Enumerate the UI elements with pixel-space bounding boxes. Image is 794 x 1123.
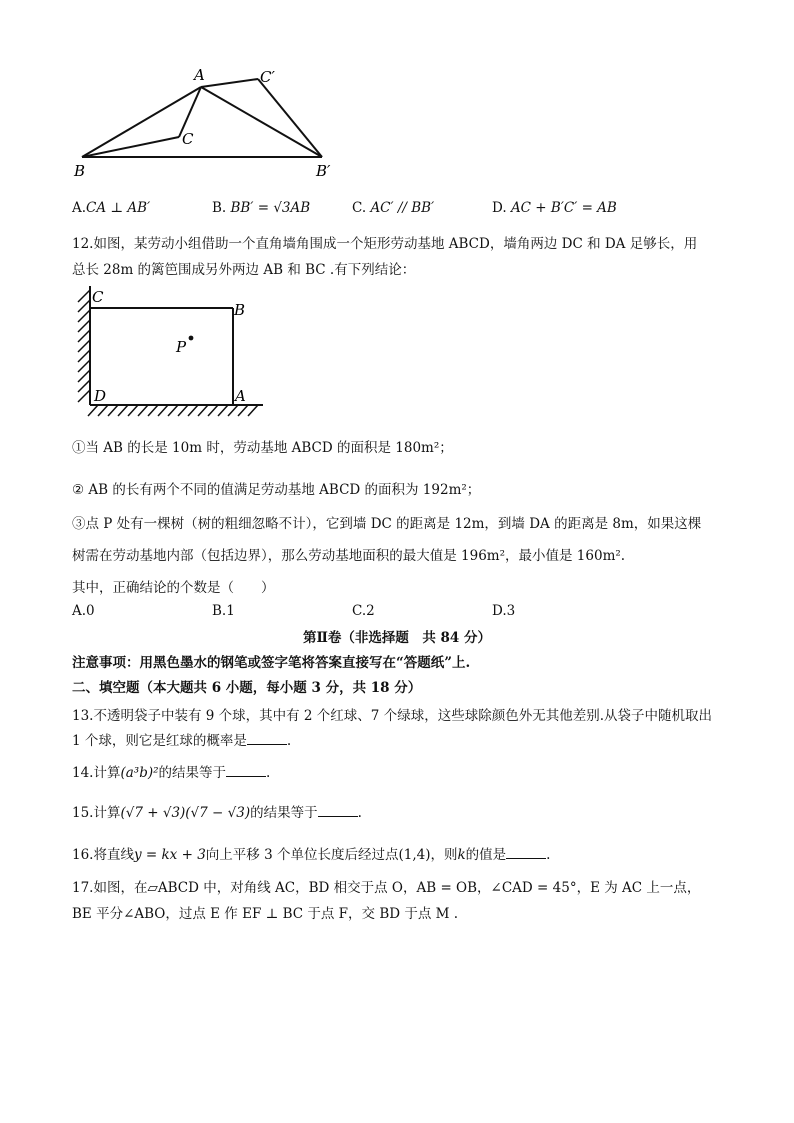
label-D: D <box>94 387 107 405</box>
q13-line2: 1 个球，则它是红球的概率是 . <box>72 733 292 749</box>
q12-stem-line1: 12.如图，某劳动小组借助一个直角墙角围成一个矩形劳动基地 ABCD，墙角两边 DC 和 DA 足够长，用 <box>72 236 698 252</box>
label-B: B <box>74 162 86 180</box>
wall-hatching-horizontal <box>88 405 258 416</box>
label-C: C <box>92 288 104 306</box>
q16-point: (1,4) <box>398 847 431 863</box>
label-C-prime: C′ <box>260 68 275 86</box>
answer-blank <box>226 764 266 777</box>
q12-choice-d: D.3 <box>492 603 516 619</box>
q11-choice-d: D. AC + B′C′ = AB <box>492 200 617 216</box>
segment-AC-prime <box>201 79 258 87</box>
q11-choice-a: A.CA ⊥ AB′ <box>72 200 151 216</box>
q14-expression: (a³b)² <box>120 765 159 781</box>
q12-stem-line2: 总长 28m 的篱笆围成另外两边 AB 和 BC .有下列结论： <box>72 262 416 278</box>
q16-line: 16.将直线y = kx + 3向上平移 3 个单位长度后经过点(1,4)，则k的值是 . <box>72 847 551 863</box>
segment-C-prime-B-prime <box>258 79 322 157</box>
q12-choice-c: C.2 <box>352 603 375 619</box>
q12-choice-b: B.1 <box>212 603 235 619</box>
section-2-notice: 注意事项：用黑色墨水的钢笔或签字笔将答案直接写在“答题纸”上. <box>72 655 471 671</box>
answer-blank <box>247 732 287 745</box>
q17-line1: 17.如图，在▱ABCD 中，对角线 AC，BD 相交于点 O，AB = OB，∠CAD = 45°，E 为 AC 上一点， <box>72 880 701 896</box>
label-C: C <box>182 130 194 148</box>
label-B-prime: B′ <box>316 162 331 180</box>
q11-choice-c: C. AC′ // BB′ <box>352 200 435 216</box>
q12-conclusion-2: ② AB 的长有两个不同的值满足劳动基地 ABCD 的面积为 192m²； <box>72 482 481 498</box>
point-P <box>189 336 194 341</box>
q13-line1: 13.不透明袋子中装有 9 个球，其中有 2 个红球、7 个绿球，这些球除颜色外无其他差别.从袋子中随机取出 <box>72 708 712 724</box>
wall-hatching-vertical <box>78 290 90 402</box>
q16-line-equation: y = kx + 3 <box>133 847 206 863</box>
segment-BC <box>82 137 179 157</box>
figure-rotation-triangles <box>60 58 360 188</box>
label-B: B <box>234 301 246 319</box>
q12-question: 其中，正确结论的个数是（ ） <box>72 580 275 596</box>
fill-in-heading: 二、填空题（本大题共 6 小题，每小题 3 分，共 18 分） <box>72 680 422 696</box>
figure-rectangle-corner <box>68 282 268 420</box>
answer-blank <box>506 846 546 859</box>
q11-choice-b: B. BB′ = √3AB <box>212 200 311 216</box>
q15-line: 15.计算(√7 + √3)(√7 − √3)的结果等于 . <box>72 805 362 821</box>
q12-conclusion-3-line1: ③点 P 处有一棵树（树的粗细忽略不计），它到墙 DC 的距离是 12m，到墙 DA 的距离是 8m，如果这棵 <box>72 516 702 532</box>
segment-AB-prime <box>201 87 322 157</box>
label-A: A <box>235 387 246 405</box>
section-2-title: 第Ⅱ卷（非选择题 共 84 分） <box>302 630 492 646</box>
q14-line: 14.计算(a³b)²的结果等于 . <box>72 765 271 781</box>
q12-conclusion-3-line2: 树需在劳动基地内部（包括边界），那么劳动基地面积的最大值是 196m²，最小值是 160m². <box>72 548 626 564</box>
q12-choice-a: A.0 <box>72 603 95 619</box>
label-A: A <box>194 66 205 84</box>
label-P: P <box>176 338 187 356</box>
answer-blank <box>318 804 358 817</box>
q17-line2: BE 平分∠ABO，过点 E 作 EF ⊥ BC 于点 F，交 BD 于点 M . <box>72 906 459 922</box>
q12-conclusion-1: ①当 AB 的长是 10m 时，劳动基地 ABCD 的面积是 180m²； <box>72 440 453 456</box>
q15-expression: (√7 + √3)(√7 − √3) <box>120 805 251 821</box>
